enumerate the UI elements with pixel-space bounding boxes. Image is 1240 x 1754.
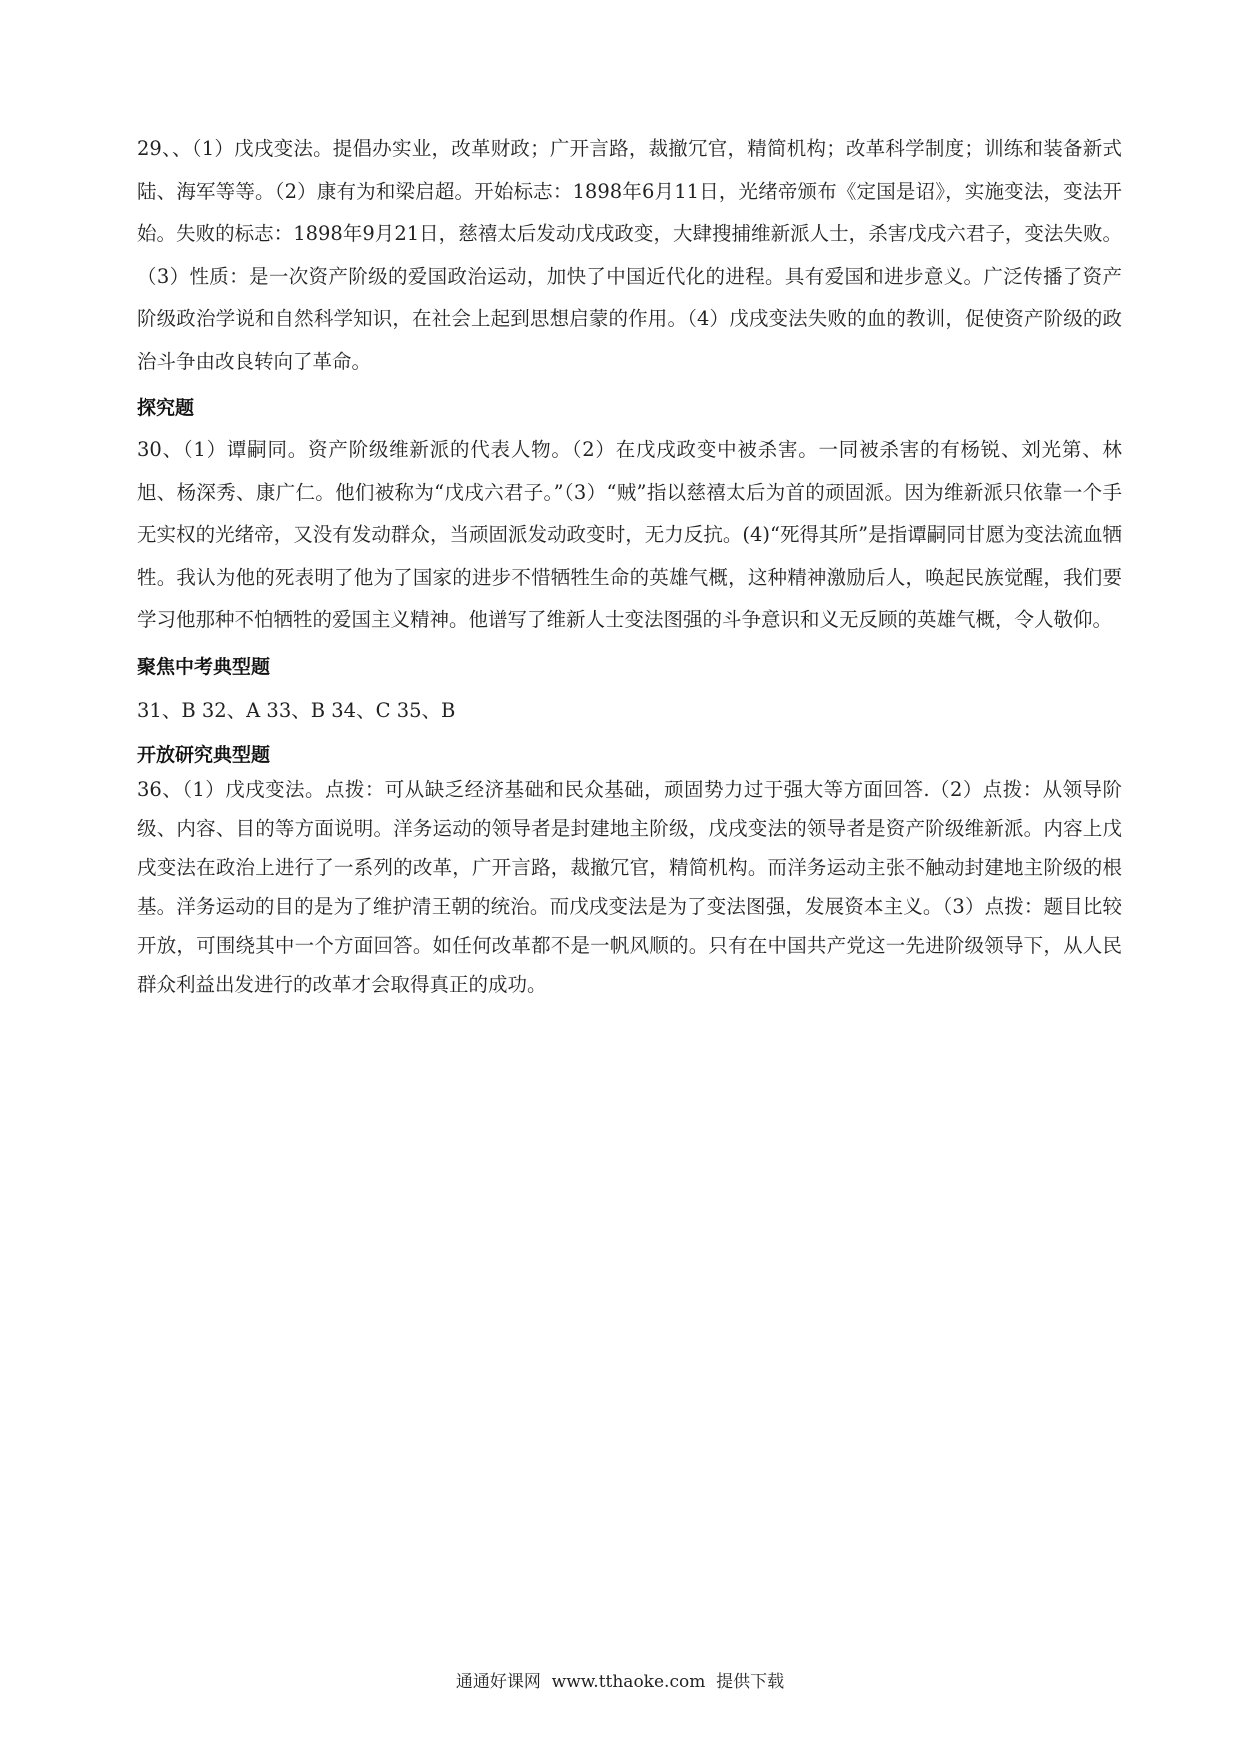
- page-footer: [0, 1667, 1240, 1692]
- answers-31-35: 31、B 32、A 33、B 34、C 35、B: [137, 698, 456, 722]
- footer-note: 提供下载: [716, 1672, 785, 1692]
- section-heading-open: 开放研究典型题: [137, 744, 271, 766]
- document-body: [137, 128, 1122, 1004]
- footer-site-name: 通通好课网: [455, 1672, 541, 1692]
- section-heading-focus: 聚焦中考典型题: [137, 655, 271, 678]
- answer-30-paragraph: 30、（1）谭嗣同。资产阶级维新派的代表人物。（2）在戊戌政变中被杀害。一同被杀害的有杨锐、刘光第、林旭、杨深秀、康广仁。他们被称为“戊戌六君子。”（3）“贼”指以慈禧太后为首的顽固派。因为维新派只依靠一个手无实权的光绪帝，又没有发动群众，当顽固派发动政变时，无力反抗。(4)“死得其所”是指谭嗣同甘愿为变法流血牺牲。我认为他的死表明了他为了国家的进步不惜牺牲生命的英雄气概，这种精神激励后人，唤起民族觉醒，我们要学习他那种不怕牺牲的爱国主义精神。他谱写了维新人士变法图强的斗争意识和义无反顾的英雄气概，令人敬仰。: [137, 438, 1122, 631]
- section-heading-explore: 探究题: [137, 397, 195, 419]
- footer-url-link[interactable]: www.tthaoke.com: [551, 1672, 706, 1692]
- answer-36-paragraph: 36、（1）戊戌变法。点拨：可从缺乏经济基础和民众基础，顽固势力过于强大等方面回答.（2）点拨：从领导阶级、内容、目的等方面说明。洋务运动的领导者是封建地主阶级，戊戌变法的领导者是资产阶级维新派。内容上戊戌变法在政治上进行了一系列的改革，广开言路，裁撤冗官，精简机构。而洋务运动主张不触动封建地主阶级的根基。洋务运动的目的是为了维护清王朝的统治。而戊戌变法是为了变法图强，发展资本主义。（3）点拨：题目比较开放，可围绕其中一个方面回答。如任何改革都不是一帆风顺的。只有在中国共产党这一先进阶级领导下，从人民群众利益出发进行的改革才会取得真正的成功。: [137, 778, 1122, 996]
- answer-29-paragraph: 29、、（1）戊戌变法。提倡办实业，改革财政；广开言路，裁撤冗官，精简机构；改革科学制度；训练和装备新式陆、海军等等。（2）康有为和梁启超。开始标志：1898年6月11日，光绪帝颁布《定国是诏》，实施变法，变法开始。失败的标志：1898年9月21日，慈禧太后发动戊戌政变，大肆搜捕维新派人士，杀害戊戌六君子，变法失败。（3）性质：是一次资产阶级的爱国政治运动，加快了中国近代化的进程。具有爱国和进步意义。广泛传播了资产阶级政治学说和自然科学知识，在社会上起到思想启蒙的作用。（4）戊戌变法失败的血的教训，促使资产阶级的政治斗争由改良转向了革命。: [137, 137, 1122, 373]
